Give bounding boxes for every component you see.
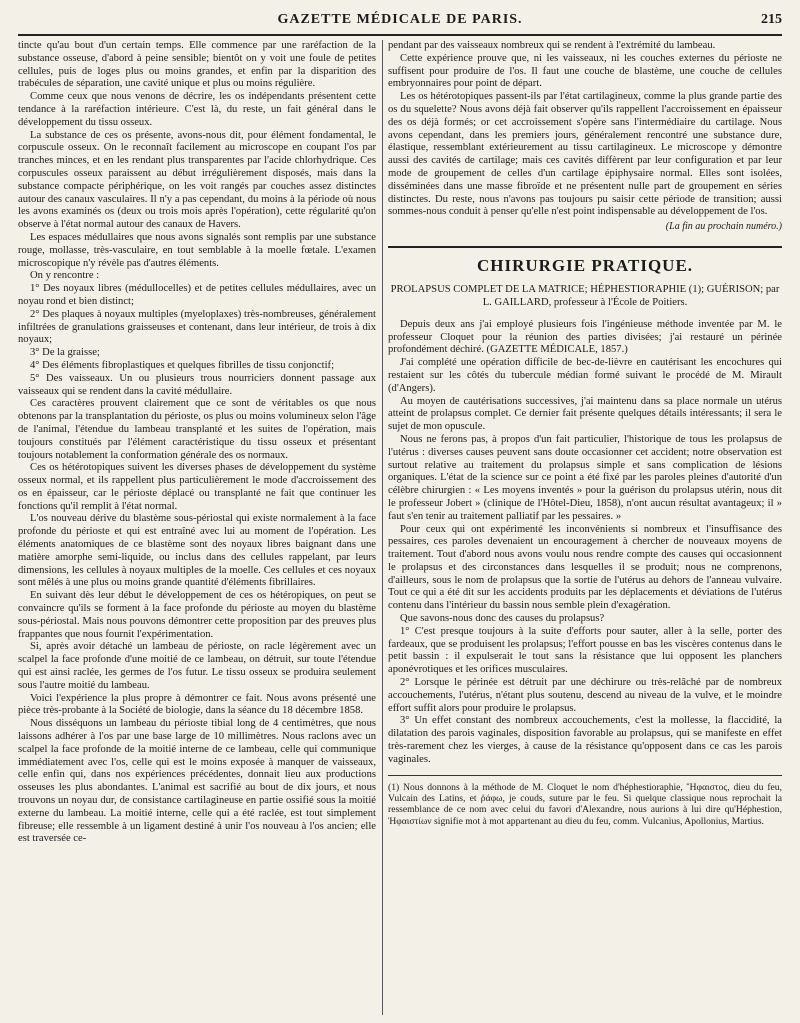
paragraph: Que savons-nous donc des causes du prolapsus? — [400, 613, 605, 625]
paragraph: En suivant dès leur début le développement de ces os hétéropiques, on peut se convaincre qu'ils se forment à la face profonde du périoste au moyen du blastème sous-périostal. Mais nous pouvons démontrer cette proposition par des preuves plus frappantes que nous fournit l'expérimentation. — [18, 590, 376, 640]
paragraph: L'os nouveau dérive du blastème sous-périostal qui existe normalement à la face profonde du périoste et qui est entraîné avec lui au moment de l'opération. Les éléments anatomiques de ce blastème sont des noyaux libres baignant dans une matière amorphe semi-liquide, ou inclus dans des cellules rappelant, par leurs dimensions, les cellules à noyaux multiples de la moelle. Ces cellules et ces noyaux sont mêlés à une plus ou moins grande quantité d'éléments fibrillaires. — [18, 513, 376, 589]
list-item: 5° Des vaisseaux. Un ou plusieurs trous nourriciers donnent passage aux vaisseaux qui se rendent dans la cavité médullaire. — [18, 372, 376, 397]
paragraph: Ces os hétérotopiques suivent les diverses phases de développement du système osseux normal, et ils rappellent plus particulièrement le mode d'accroissement des os en épaisseur, car le périoste déplacé ou transplanté ne fait que continuer les fonctions qu'il remplit à l'état normal. — [18, 462, 376, 512]
list-item: 1° Des noyaux libres (médullocelles) et de petites cellules médullaires, avec un noyau rond et bien distinct; — [18, 283, 376, 307]
paragraph: Depuis deux ans j'ai employé plusieurs fois l'ingénieuse méthode inventée par M. le professeur Cloquet pour la réunion des parties divisées; j'ai restauré un périnée profondément déchiré. (GAZETTE MÉDICALE, 1857.) — [388, 318, 782, 356]
list-item: 2° Des plaques à noyaux multiples (myeloplaxes) très-nombreuses, généralement infiltrées de granulations graisseuses et contenant, dans leur intérieur, de trois à dix noyaux; — [18, 308, 376, 346]
article-subtitle: PROLAPSUS COMPLET DE LA MATRICE; HÉPHESTIORAPHIE (1); GUÉRISON; par L. GAILLARD, professeur à l'École de Poitiers. — [390, 283, 780, 308]
page-number: 215 — [761, 12, 782, 27]
list-item: 3° De la graisse; — [30, 347, 100, 359]
list-item: 4° Des éléments fibroplastiques et quelques fibrilles de tissu conjonctif; — [30, 359, 335, 371]
paragraph: Nous disséquons un lambeau du périoste tibial long de 4 centimètres, que nous laissons adhérer à l'os par une base large de 10 millimètres. Nous raclons avec un scalpel la face profonde de la moitié interne de ce lambeau, celle qui communique immédiatement avec l'os, celle qui est le moins exposée à manquer de vaisseaux, celle enfin qui, dans nos expériences précédentes, donnait lieu aux productions osseuses les plus abondantes. L'animal est sacrifié au bout de dix jours, et nous trouvons un noyau dur, de consistance cartilagineuse en partie ossifié sous la moitié externe du lambeau. La moitié interne, celle qui a été raclée, est tout simplement fibreuse; elle ressemble à un ligament destiné à unir l'os nouveau à l'os ancien; elle est traversée ce- — [18, 718, 376, 845]
paragraph: Si, après avoir détaché un lambeau de périoste, on racle légèrement avec un scalpel la face profonde d'une moitié de ce lambeau, on détruit, sur toute l'étendue qui est ainsi raclée, les germes de l'os futur. Le tissu osseux se produira seulement sous l'autre moitié du lambeau. — [18, 641, 376, 691]
continuation-note: (La fin au prochain numéro.) — [665, 221, 782, 233]
list-item: 2° Lorsque le périnée est détruit par une déchirure ou très-relâché par de nombreux accouchements, l'utérus, n'étant plus soutenu, descend au niveau de la vulve, et le moindre effort suffit alors pour produire le prolapsus. — [388, 677, 782, 714]
section-title: CHIRURGIE PRATIQUE. — [476, 255, 694, 275]
paragraph: tincte qu'au bout d'un certain temps. Elle commence par une raréfaction de la substance osseuse, d'abord à peine sensible; bientôt on y voit une foule de petites cellules, puis de loges plus ou moins grandes, et enfin par la disparition des trabécules de séparation, une cavité unique et plus ou moins régulière. — [18, 40, 376, 90]
journal-title: GAZETTE MÉDICALE DE PARIS. — [277, 12, 523, 27]
left-column — [18, 40, 376, 1015]
column-divider — [382, 40, 383, 1015]
paragraph: Les os hétérotopiques passent-ils par l'état cartilagineux, comme la plus grande partie des os du squelette? Nous avons déjà fait observer qu'ils rappellent l'accroissement en épaisseur des os déjà formés; or cet accroissement s'opère sans l'intermédiaire du cartilage. Nous avons cependant, dans les premiers jours, généralement rencontré une substance dure, élastique, ressemblant extérieurement au tissu cartilagineux. Le microscope y démontre aussi des cavités de cartilage; mais ces cavités diffèrent par leur configuration et par leur mode de groupement de celles d'un cartilage épiphysaire normal. Elles sont isolées, disséminées dans une masse fibroïde et ne présentent nulle part de groupement en séries distinctes. Du reste, nous n'avons pas toujours pu saisir cette période de transition; aussi sommes-nous conduit à penser qu'elle n'est point indispensable au développement de l'os. — [388, 91, 782, 218]
paragraph: J'ai complété une opération difficile de bec-de-lièvre en cautérisant les encochures qui restaient sur les côtés du tubercule médian formé suivant le procédé de M. Mirault (d'Angers). — [388, 357, 782, 394]
paragraph: La substance de ces os présente, avons-nous dit, pour élément fondamental, le corpuscule osseux. On le reconnaît facilement au microscope en coupant l'os par tranches minces, et en les rendant plus transparentes par l'acide chlorhydrique. Ces corpuscules osseux paraissent au début irrégulièrement disposés, mais dans la substance compacte périphérique, on les voit rangés par couches assez distinctes autour des canaux vasculaires. Il n'y a pas cependant, du moins à la période où nous les avons examinés os (deux ou trois mois après l'opération), cette régularité qu'on observe à l'état normal autour des canaux de Havers. — [18, 129, 376, 231]
paragraph: Cette expérience prouve que, ni les vaisseaux, ni les couches externes du périoste ne suffisent pour produire de l'os. Il faut une couche de blastème, une couche de cellules embryonnaires pour point de départ. — [388, 52, 782, 90]
paragraph: Nous ne ferons pas, à propos d'un fait particulier, l'historique de tous les prolapsus de l'utérus : diverses causes peuvent sans doute occasionner cet accident; notre observation est surtout relative au traitement du prolapsus simple et sans complication de lésions organiques. L'état de la science sur ce point a été fixé par les paroles pleines d'autorité d'un célèbre chirurgien : « Les moyens inventés » pour la guérison du prolapsus utérin, nous dit le professeur Jobert » (clinique de l'Hôtel-Dieu, 1858), n'ont aucun résultat avantageux; il » faut s'en tenir au traitement palliatif par les pessaires. » — [388, 433, 782, 522]
list-item: 1° C'est presque toujours à la suite d'efforts pour sauter, aller à la selle, porter des fardeaux, que se produisent les prolapsus; l'effort pousse en bas les viscères contenus dans le petit bassin : il expulserait le tout sans la résistance que lui opposent les planchers aponévrotiques et les orifices musculaires. — [388, 625, 782, 676]
page-header — [18, 10, 782, 36]
paragraph: pendant par des vaisseaux nombreux qui se rendent à l'extrémité du lambeau. — [388, 40, 716, 51]
paragraph: Pour ceux qui ont expérimenté les inconvénients si nombreux et l'insuffisance des pessaires, ces paroles devenaient un encouragement à chercher de nouveaux moyens de traitement. Tout d'abord nous avons voulu nous rendre compte des causes qui occasionnent le prolapsus et des circonstances dans lesquelles il se produit; nous ne comprenons, d'ailleurs, sous le nom de prolapsus que la sortie de l'utérus au dehors de l'anneau vulvaire. Tout ce qui a été dit sur les accidents produits par les déplacements et déviations de l'utérus contenu dans l'intérieur du bassin nous semble plein d'exagération. — [388, 523, 782, 612]
paragraph: Ces caractères prouvent clairement que ce sont de véritables os que nous obtenons par la transplantation du périoste, os plus ou moins volumineux selon l'âge de l'animal, l'étendue du lambeau transplanté et les suites de l'opération, mais toujours constitués par l'élément caractéristique du tissu osseux et présentant toujours notablement la conformation générale des os normaux. — [18, 398, 376, 461]
paragraph: Au moyen de cautérisations successives, j'ai maintenu dans sa place normale un utérus atteint de prolapsus complet. Ce dernier fait présente quelques détails intéressants; il sera le sujet de mon opuscule. — [388, 395, 782, 433]
list-item: 3° Un effet constant des nombreux accouchements, c'est la mollesse, la flaccidité, la dilatation des parois vaginales, disposition favorable au prolapsus, qui se manifeste en effet très-rarement chez les vierges, à cause de la résistance qu'opposent dans ce cas les parois vaginales. — [388, 715, 782, 765]
section-divider — [388, 246, 782, 248]
paragraph: Comme ceux que nous venons de décrire, les os indépendants présentent cette tendance à la raréfaction intérieure. C'est là, du reste, un fait général dans le développement du tissu osseux. — [18, 91, 376, 128]
paragraph: Les espaces médullaires que nous avons signalés sont remplis par une substance rouge, mollasse, très-vasculaire, en tout semblable à la moelle fœtale. L'examen microscopique n'y révèle pas d'autres éléments. — [18, 231, 376, 269]
paragraph: Voici l'expérience la plus propre à démontrer ce fait. Nous avons présenté une pièce très-probante à la Société de biologie, dans la séance du 18 décembre 1858. — [18, 692, 376, 717]
footnote: (1) Nous donnons à la méthode de M. Cloquet le nom d'héphestioraphie, Ἥφαιστος, dieu du feu, Vulcain des Latins, et ῥάφω, je couds, suture par le feu. Si quelque classique nous reprochait la ressemblance de ce nom avec celui du favori d'Alexandre, nous aurions à lui dire qu'Héphestion, Ἡφαιστίων signifie mot à mot appartenant au dieu du feu, comm. Vulcanius, Apollonius, Martius. — [388, 775, 782, 828]
paragraph: On y rencontre : — [30, 270, 100, 282]
right-column — [388, 40, 782, 1015]
